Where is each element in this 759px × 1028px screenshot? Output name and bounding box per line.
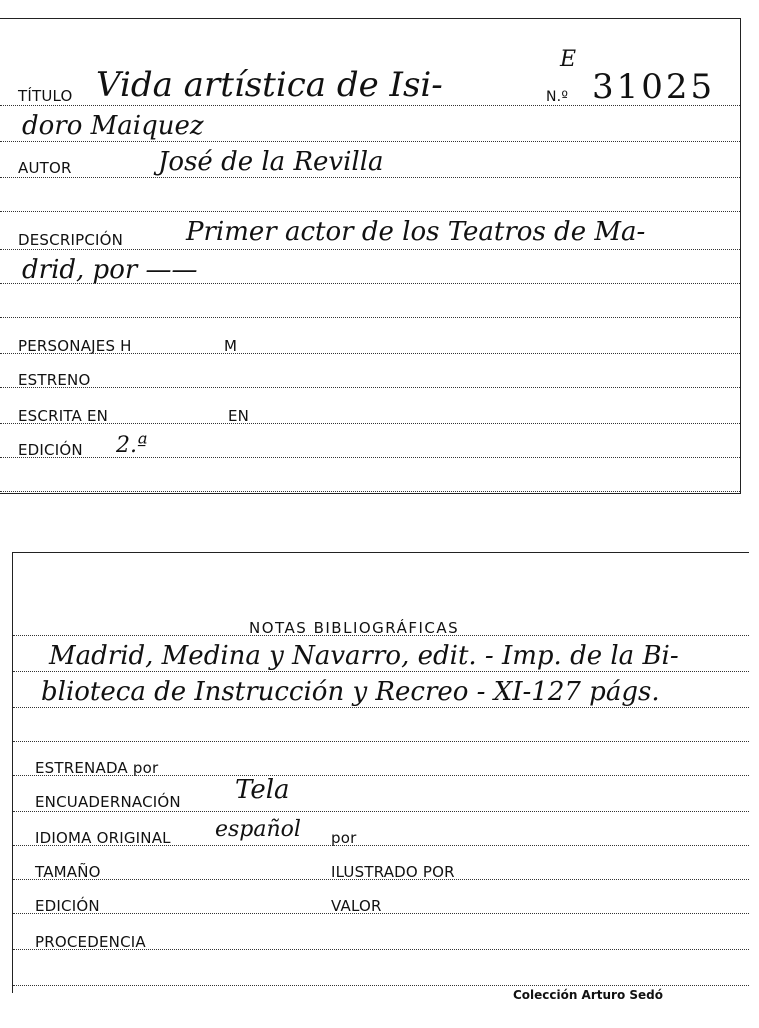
catalog-card-top (0, 18, 741, 494)
edicion-label: EDICIÓN (18, 441, 83, 459)
estreno-label: ESTRENO (18, 371, 91, 389)
personajes-m-label: M (224, 337, 238, 355)
idioma-por-label: por (331, 829, 357, 847)
collection-credit: Colección Arturo Sedó (512, 988, 663, 1002)
ruled-line (0, 211, 740, 212)
titulo-value-line1: Vida artística de Isi- (96, 65, 443, 105)
ilustrado-label: ILUSTRADO POR (331, 863, 455, 881)
ruled-line (0, 177, 740, 178)
estrenada-label: ESTRENADA por (35, 759, 159, 777)
personajes-h-label: PERSONAJES H (18, 337, 132, 355)
encuadernacion-value: Tela (235, 775, 290, 805)
titulo-label: TÍTULO (18, 87, 73, 105)
ruled-line (13, 671, 749, 672)
tamano-label: TAMAÑO (35, 863, 101, 881)
ruled-line (0, 317, 740, 318)
ruled-line (0, 141, 740, 142)
descripcion-value-line1: Primer actor de los Teatros de Ma- (186, 217, 646, 247)
ruled-line (0, 457, 740, 458)
procedencia-label: PROCEDENCIA (35, 933, 146, 951)
autor-label: AUTOR (18, 159, 72, 177)
numero-value: 31025 (592, 67, 716, 107)
edicion-label: EDICIÓN (35, 897, 100, 915)
ruled-line (0, 423, 740, 424)
notas-value-line2: blioteca de Instrucción y Recreo - XI-127 págs. (41, 677, 660, 707)
ruled-line (13, 707, 749, 708)
catalog-card-bottom (12, 552, 749, 993)
descripcion-label: DESCRIPCIÓN (18, 231, 124, 249)
escrita-en-label: ESCRITA EN (18, 407, 109, 425)
titulo-value-line2: doro Maiquez (22, 111, 204, 141)
ruled-line (0, 249, 740, 250)
autor-value: José de la Revilla (158, 147, 384, 177)
notas-heading: NOTAS BIBLIOGRÁFICAS (249, 619, 460, 637)
edicion-value: 2.ª (116, 433, 148, 458)
idioma-value: español (215, 817, 301, 842)
encuadernacion-label: ENCUADERNACIÓN (35, 793, 181, 811)
ruled-line (0, 491, 740, 492)
valor-label: VALOR (331, 897, 382, 915)
ruled-line (13, 811, 749, 812)
ruled-line (13, 741, 749, 742)
descripcion-value-line2: drid, por —— (22, 255, 198, 285)
ruled-line (13, 985, 749, 986)
numero-label: N.º (546, 89, 569, 105)
notas-value-line1: Madrid, Medina y Navarro, edit. - Imp. de la Bi- (49, 641, 679, 671)
numero-letter: E (560, 47, 577, 72)
escrita-en2-label: EN (228, 407, 250, 425)
idioma-label: IDIOMA ORIGINAL (35, 829, 171, 847)
ruled-line (0, 387, 740, 388)
